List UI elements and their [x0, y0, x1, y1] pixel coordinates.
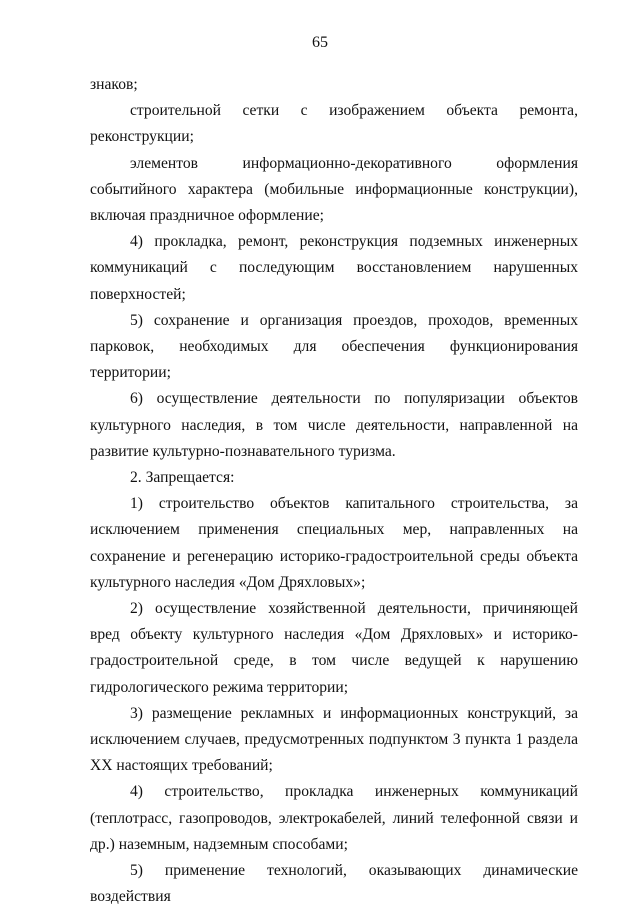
- section-heading-prohibited: 2. Запрещается:: [130, 469, 235, 487]
- document-body: [90, 72, 578, 911]
- paragraph-item-5-passages: 5) сохранение и организация проездов, проходов, временных парковок, необходимых для обеспечения функционирования территории;: [90, 311, 578, 382]
- paragraph-prohibited-4: 4) строительство, прокладка инженерных коммуникаций (теплотрасс, газопроводов, электрокабелей, линий телефонной связи и др.) наземным, надземным способами;: [90, 783, 578, 853]
- paragraph-decorative-elements: элементов информационно-декоративного оформления событийного характера (мобильные информационные конструкции), включая праздничное оформление;: [90, 154, 578, 225]
- paragraph-prohibited-5: 5) применение технологий, оказывающих динамические воздействия: [90, 862, 578, 906]
- paragraph-continuation: знаков;: [90, 76, 138, 93]
- paragraph-item-6-popularization: 6) осуществление деятельности по популяризации объектов культурного наследия, в том числе деятельности, направленной на развитие культурно-познавательного туризма.: [90, 390, 578, 460]
- paragraph-construction-grid: строительной сетки с изображением объекта ремонта, реконструкции;: [90, 102, 578, 146]
- page-number: 65: [312, 34, 328, 51]
- paragraph-prohibited-1: 1) строительство объектов капитального строительства, за исключением применения специальных мер, направленных на сохранение и регенерацию историко-градостроительной среды объекта культурного наследия «Дом Дряхловых»;: [90, 495, 578, 591]
- paragraph-item-4-utilities: 4) прокладка, ремонт, реконструкция подземных инженерных коммуникаций с последующим восстановлением нарушенных поверхностей;: [90, 233, 578, 303]
- paragraph-prohibited-2: 2) осуществление хозяйственной деятельности, причиняющей вред объекту культурного наследия «Дом Дряхловых» и историко-градостроительной среде, в том числе ведущей к нарушению гидрологического режима территории;: [90, 600, 578, 696]
- paragraph-prohibited-3: 3) размещение рекламных и информационных конструкций, за исключением случаев, предусмотренных подпунктом 3 пункта 1 раздела XX настоящих требований;: [90, 704, 578, 775]
